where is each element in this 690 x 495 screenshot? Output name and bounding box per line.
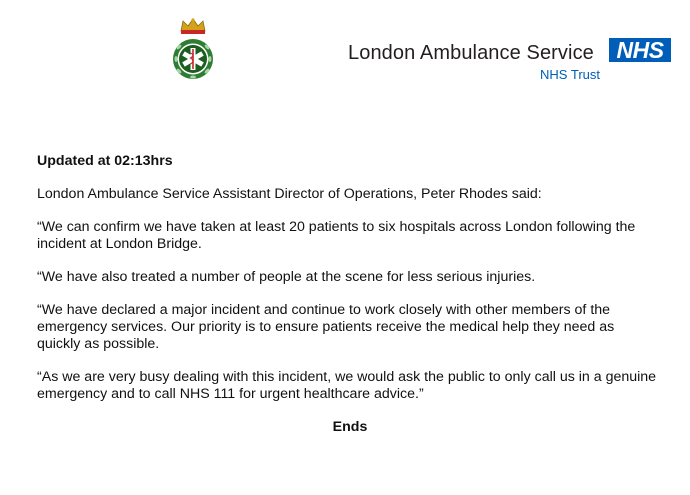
statement-paragraph-1: “We can confirm we have taken at least 20 patients to six hospitals across London following the incident at London Bridge. — [37, 219, 636, 252]
statement-paragraph-3: “We have declared a major incident and continue to work closely with other members of the emergency services. Our priority is to ensure patients receive the medical help they need as quickly as possible. — [37, 302, 615, 352]
nhs-trust-label: NHS Trust — [540, 67, 600, 82]
statement-paragraph-2: “We have also treated a number of people at the scene for less serious injuries. — [37, 269, 536, 285]
statement-intro: London Ambulance Service Assistant Director of Operations, Peter Rhodes said: — [37, 186, 542, 202]
statement-paragraph-4: “As we are very busy dealing with this incident, we would ask the public to only call us in a genuine emergency and to call NHS 111 for urgent healthcare advice.” — [37, 369, 657, 402]
ambulance-crest-icon — [171, 17, 215, 85]
letterhead — [0, 0, 690, 110]
organisation-name: London Ambulance Service — [348, 42, 594, 64]
ends-marker: Ends — [332, 419, 368, 435]
nhs-logo: NHS — [609, 38, 671, 62]
press-statement — [37, 153, 657, 452]
update-timestamp: Updated at 02:13hrs — [37, 153, 173, 169]
